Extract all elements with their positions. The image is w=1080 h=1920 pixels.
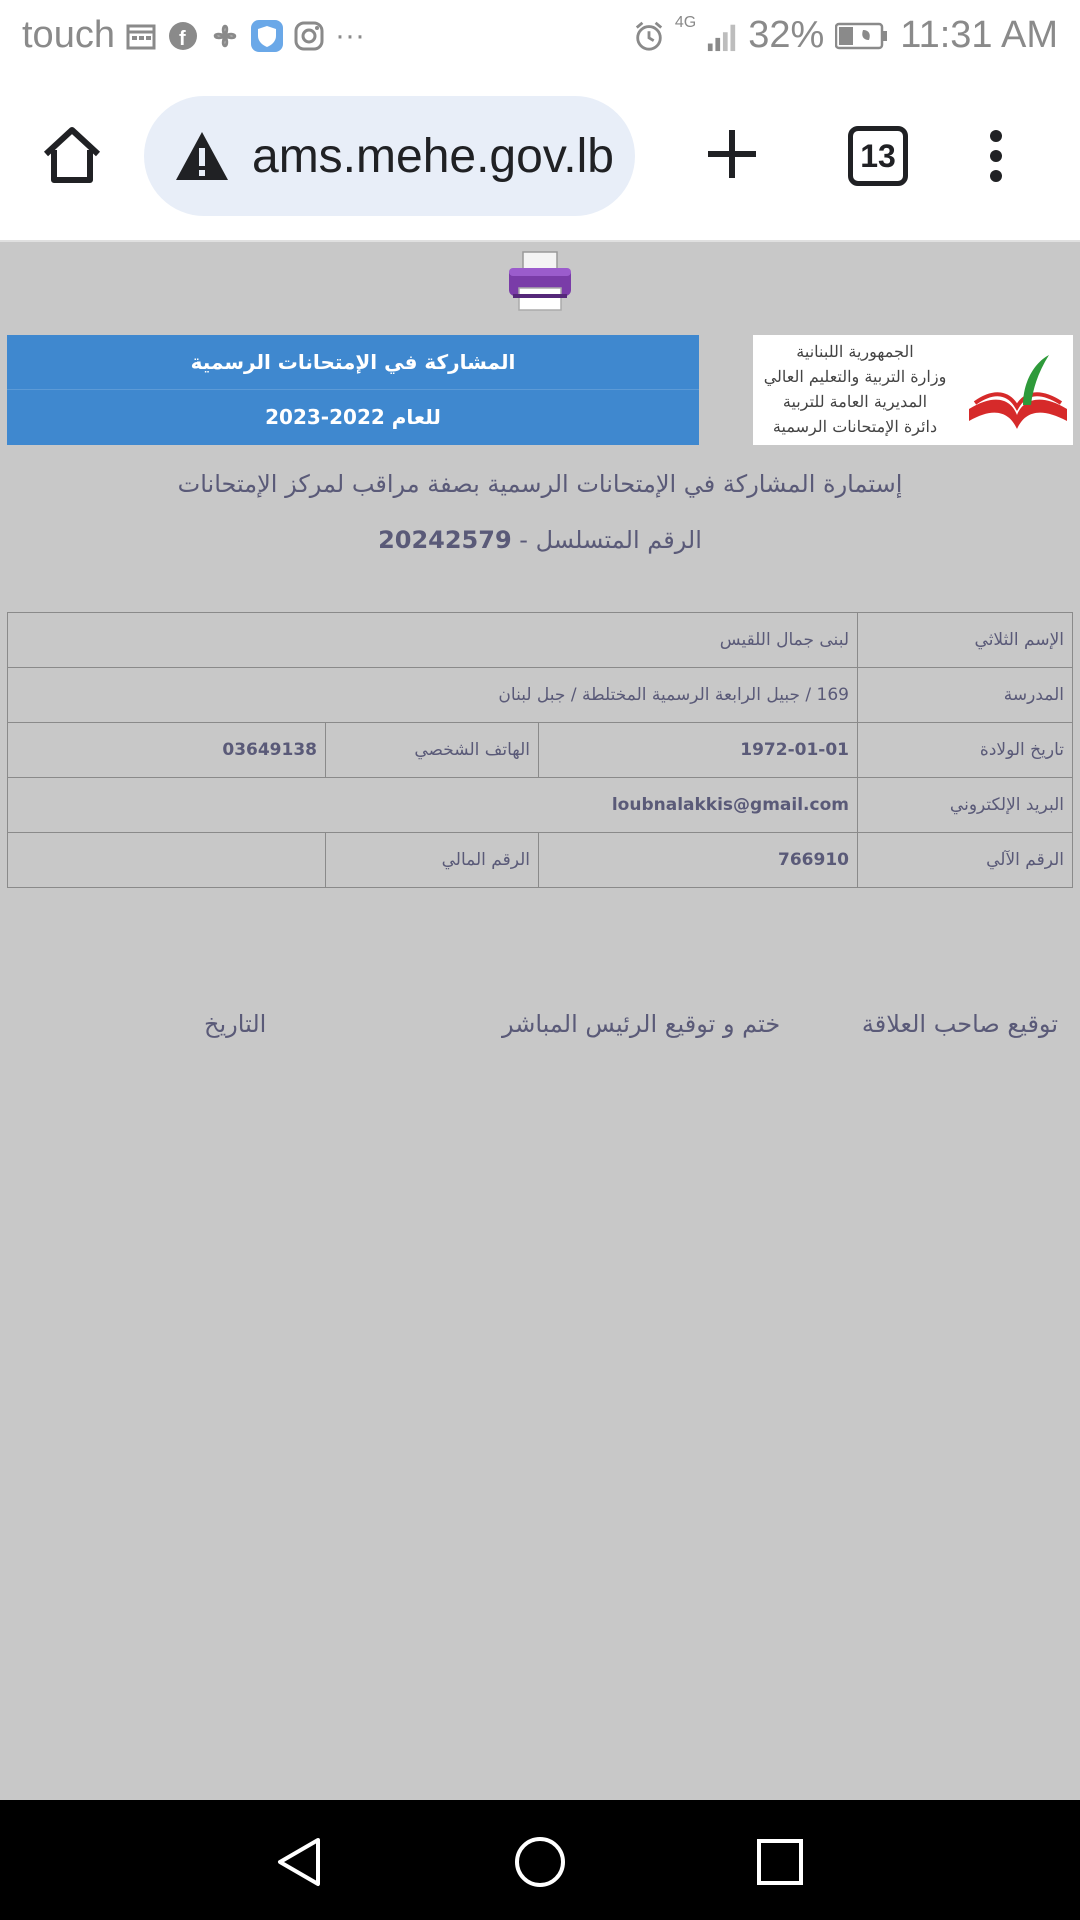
financial-number-label: الرقم المالي bbox=[326, 833, 539, 888]
logo-line-2: وزارة التربية والتعليم العالي bbox=[763, 367, 947, 386]
recents-square-icon[interactable] bbox=[754, 1836, 806, 1888]
dob-label: تاريخ الولادة bbox=[858, 723, 1073, 778]
pinwheel-icon bbox=[209, 20, 241, 52]
logo-line-1: الجمهورية اللبنانية bbox=[796, 342, 914, 361]
phone-label: الهاتف الشخصي bbox=[326, 723, 539, 778]
clock: 11:31 AM bbox=[900, 14, 1058, 56]
browser-toolbar bbox=[0, 76, 1080, 242]
form-title: إستمارة المشاركة في الإمتحانات الرسمية بصفة مراقب لمركز الإمتحانات bbox=[177, 470, 903, 498]
logo-line-3: المديرية العامة للتربية bbox=[782, 392, 928, 411]
ministry-logo-box bbox=[753, 335, 1073, 445]
serial-label: الرقم المتسلسل - bbox=[511, 526, 702, 554]
table-row bbox=[8, 668, 1073, 723]
supervisor-signature-label: ختم و توقيع الرئيس المباشر bbox=[502, 1010, 781, 1038]
shield-icon bbox=[251, 20, 283, 52]
phone-value: 03649138 bbox=[8, 723, 326, 778]
tab-switcher-button[interactable]: 13 bbox=[848, 126, 908, 186]
auto-number-label: الرقم الآلي bbox=[858, 833, 1073, 888]
alarm-icon bbox=[633, 20, 665, 52]
status-right bbox=[633, 14, 1058, 57]
applicant-info-table bbox=[7, 612, 1073, 888]
financial-number-value bbox=[8, 833, 326, 888]
banner-year: للعام 2022-2023 bbox=[7, 389, 699, 444]
school-value: 169 / جبيل الرابعة الرسمية المختلطة / جبل لبنان bbox=[8, 668, 858, 723]
date-label: التاريخ bbox=[204, 1010, 267, 1038]
full-name-value: لبنى جمال اللقيس bbox=[8, 613, 858, 668]
table-row bbox=[8, 723, 1073, 778]
printer-icon[interactable] bbox=[505, 250, 575, 314]
table-row bbox=[8, 613, 1073, 668]
banner-title: المشاركة في الإمتحانات الرسمية bbox=[190, 350, 516, 374]
url-text[interactable]: ams.mehe.gov.lb bbox=[252, 129, 614, 183]
exam-participation-banner bbox=[7, 335, 699, 445]
serial-line bbox=[0, 526, 1080, 554]
new-tab-plus-icon[interactable] bbox=[704, 126, 760, 182]
back-icon[interactable] bbox=[274, 1836, 326, 1888]
auto-number-value: 766910 bbox=[539, 833, 858, 888]
applicant-signature-label: توقيع صاحب العلاقة bbox=[861, 1010, 1058, 1038]
calendar-icon bbox=[125, 20, 157, 52]
battery-percent: 32% bbox=[748, 14, 825, 56]
school-label: المدرسة bbox=[858, 668, 1073, 723]
status-bar bbox=[0, 0, 1080, 76]
table-row bbox=[8, 833, 1073, 888]
carrier-label: touch bbox=[22, 14, 115, 56]
logo-line-4: دائرة الإمتحانات الرسمية bbox=[772, 417, 938, 436]
email-value: loubnalakkis@gmail.com bbox=[8, 778, 858, 833]
home-circle-icon[interactable] bbox=[514, 1836, 566, 1888]
signal-icon bbox=[706, 20, 738, 52]
full-name-label: الإسم الثلاثي bbox=[858, 613, 1073, 668]
more-dots-icon: ··· bbox=[334, 18, 365, 52]
email-label: البريد الإلكتروني bbox=[858, 778, 1073, 833]
instagram-icon bbox=[293, 20, 325, 52]
serial-number: 20242579 bbox=[378, 526, 512, 554]
home-icon[interactable] bbox=[40, 124, 104, 188]
system-nav-bar bbox=[0, 1800, 1080, 1920]
network-type: 4G bbox=[674, 14, 697, 31]
facebook-icon bbox=[167, 20, 199, 52]
warning-icon[interactable] bbox=[174, 130, 230, 182]
book-logo-icon bbox=[965, 345, 1071, 439]
ministry-name-block bbox=[755, 339, 955, 439]
more-menu-icon[interactable] bbox=[988, 128, 1004, 184]
svg-text:f: f bbox=[178, 27, 186, 50]
table-row bbox=[8, 778, 1073, 833]
status-left bbox=[22, 14, 365, 57]
battery-icon bbox=[834, 20, 890, 52]
address-bar[interactable] bbox=[144, 96, 635, 216]
dob-value: 1972-01-01 bbox=[539, 723, 858, 778]
